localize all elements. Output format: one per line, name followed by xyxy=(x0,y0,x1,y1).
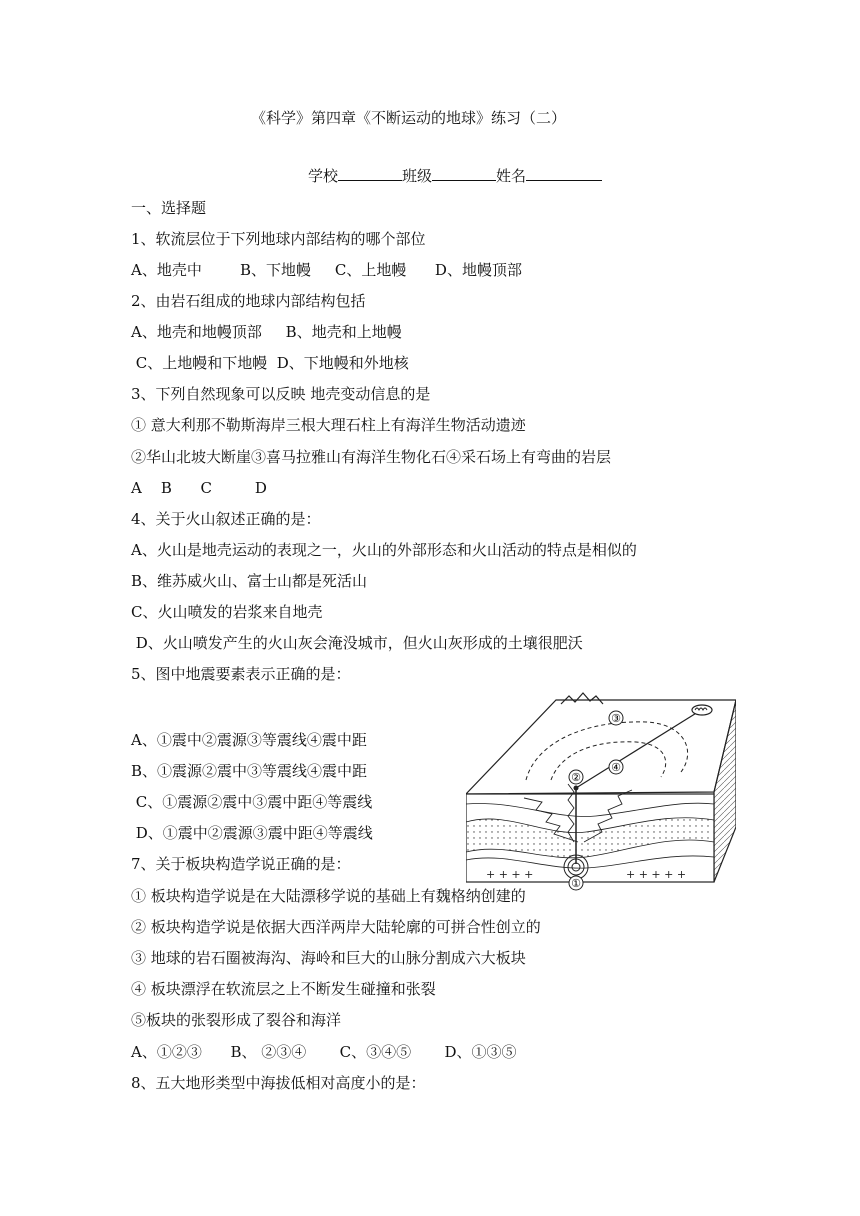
svg-text:+ + + +: + + + + xyxy=(486,868,534,881)
q2-stem: 2、由岩石组成的地球内部结构包括 xyxy=(131,292,366,310)
school-label: 学校 xyxy=(308,167,339,185)
q1-stem: 1、软流层位于下列地球内部结构的哪个部位 xyxy=(131,230,426,248)
earthquake-diagram xyxy=(466,692,736,892)
q4-option-a: A、火山是地壳运动的表现之一，火山的外部形态和火山活动的特点是相似的 xyxy=(131,541,637,559)
page-title: 《科学》第四章《不断运动的地球》练习（二） xyxy=(251,109,567,127)
section-heading: 一、选择题 xyxy=(131,199,207,217)
q7-item-1: ① 板块构造学说是在大陆漂移学说的基础上有魏格纳创建的 xyxy=(131,887,526,905)
figure-label-2 xyxy=(569,770,583,784)
name-label: 姓名 xyxy=(496,167,527,185)
svg-text:③: ③ xyxy=(611,712,621,725)
svg-text:②: ② xyxy=(571,771,581,784)
q5-option-a: A、①震中②震源③等震线④震中距 xyxy=(131,731,367,749)
figure-label-4 xyxy=(609,760,623,774)
class-label: 班级 xyxy=(402,167,433,185)
svg-text:+ + + + +: + + + + + xyxy=(626,868,687,881)
q7-options: A、①②③ B、 ②③④ C、③④⑤ D、①③⑤ xyxy=(131,1043,517,1061)
q5-stem: 5、图中地震要素表示正确的是： xyxy=(131,665,351,683)
q7-item-3: ③ 地球的岩石圈被海沟、海岭和巨大的山脉分割成六大板块 xyxy=(131,949,526,967)
q5-option-c: C、①震源②震中③震中距④等震线 xyxy=(131,793,373,811)
name-blank xyxy=(526,166,602,181)
q7-item-2: ② 板块构造学说是依据大西洋两岸大陆轮廓的可拼合性创立的 xyxy=(131,918,541,936)
student-info-row xyxy=(308,166,602,186)
q2-options-1: A、地壳和地幔顶部 B、地壳和上地幔 xyxy=(131,323,402,341)
figure-label-3 xyxy=(609,711,623,725)
q3-item-1: ① 意大利那不勒斯海岸三根大理石柱上有海洋生物活动遗迹 xyxy=(131,416,526,434)
class-blank xyxy=(432,166,496,181)
q4-option-b: B、维苏威火山、富士山都是死活山 xyxy=(131,572,368,590)
svg-text:①: ① xyxy=(571,877,581,890)
q4-option-c: C、火山喷发的岩浆来自地壳 xyxy=(131,603,323,621)
q7-item-5: ⑤板块的张裂形成了裂谷和海洋 xyxy=(131,1011,342,1029)
q3-stem: 3、下列自然现象可以反映 地壳变动信息的是 xyxy=(131,385,431,403)
figure-label-1 xyxy=(569,876,583,890)
svg-text:④: ④ xyxy=(611,761,621,774)
school-blank xyxy=(338,166,402,181)
q3-options: A B C D xyxy=(131,479,267,497)
q2-options-2: C、上地幔和下地幔 D、下地幔和外地核 xyxy=(131,354,409,372)
q5-option-d: D、①震中②震源③震中距④等震线 xyxy=(131,824,373,842)
q4-stem: 4、关于火山叙述正确的是： xyxy=(131,510,321,528)
q5-option-b: B、①震源②震中③等震线④震中距 xyxy=(131,762,368,780)
q8-stem: 8、五大地形类型中海拔低相对高度小的是： xyxy=(131,1074,426,1092)
q1-options: A、地壳中 B、下地幔 C、上地幔 D、地幔顶部 xyxy=(131,261,522,279)
q3-item-2: ②华山北坡大断崖③喜马拉雅山有海洋生物化石④采石场上有弯曲的岩层 xyxy=(131,448,612,466)
q4-option-d: D、火山喷发产生的火山灰会淹没城市，但火山灰形成的土壤很肥沃 xyxy=(131,634,583,652)
seismic-station-icon xyxy=(692,705,712,715)
q7-item-4: ④ 板块漂浮在软流层之上不断发生碰撞和张裂 xyxy=(131,980,436,998)
q7-stem: 7、关于板块构造学说正确的是： xyxy=(131,855,351,873)
